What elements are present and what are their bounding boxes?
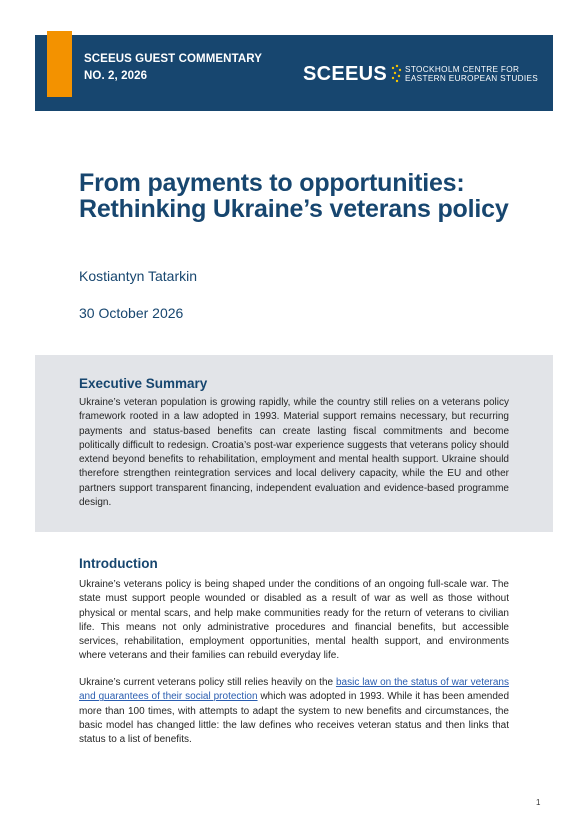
- logo-subtitle-line-1: STOCKHOLM CENTRE FOR: [405, 64, 520, 74]
- basic-law-link[interactable]: basic law on the status of war veterans and guarantees of their social protection: [79, 677, 509, 703]
- paragraph-2-text-before-link: Ukraine’s current veterans policy still relies heavily on the: [79, 677, 336, 688]
- series-number: NO. 2, 2026: [84, 70, 148, 82]
- logo-subtitle: [405, 65, 538, 84]
- executive-summary-heading: Executive Summary: [79, 376, 208, 391]
- logo-wordmark: SCEEUS: [303, 63, 388, 85]
- sceeus-logo: [303, 61, 538, 87]
- document-title: From payments to opportunities: Rethinking Ukraine’s veterans policy: [79, 169, 509, 223]
- series-title: SCEEUS GUEST COMMENTARY: [84, 53, 263, 65]
- logo-subtitle-line-2: EASTERN EUROPEAN STUDIES: [405, 74, 539, 83]
- page-number: 1: [536, 798, 541, 807]
- author-name: Kostiantyn Tatarkin: [79, 268, 198, 284]
- publication-date: 30 October 2026: [79, 305, 184, 321]
- introduction-paragraph-2: [79, 676, 509, 747]
- executive-summary-text: Ukraine’s veteran population is growing rapidly, while the country still relies on a veterans policy framework rooted in a law adopted in 1993. Material support remains necessary, but recurring payments and status-based benefits can create lasting fiscal commitments and become politically difficult to redesign. Croatia’s post-war experience suggests that veterans policy should extend beyond benefits to rehabilitation, employment and mental health support. Ukraine should therefore strengthen reintegration services and local delivery capacity, while the EU and other partners support transparent financing, independent evaluation and evidence-based programme design.: [79, 397, 509, 509]
- header-accent-bar: [47, 31, 72, 97]
- introduction-heading: Introduction: [79, 556, 158, 571]
- logo-dots-icon: [391, 64, 402, 84]
- paragraph-2-text-after-link: which was adopted in 1993. While it has been amended more than 100 times, with attempts to adapt the system to new benefits and circumstances, the basic model has changed little: the law defines who receives veteran status and then links that status to a list of benefits.: [79, 691, 509, 746]
- introduction-paragraph-1: Ukraine’s veterans policy is being shaped under the conditions of an ongoing full-scale war. The state must support people wounded or disabled as a result of war as well as those without physical or mental scars, and help make communities ready for the return of veterans to civilian life. This means not only administrative procedures and financial benefits, but accessible services, rehabilitation, employment opportunities, mental health support, and environments where veterans and their families can rebuild everyday life.: [79, 579, 509, 662]
